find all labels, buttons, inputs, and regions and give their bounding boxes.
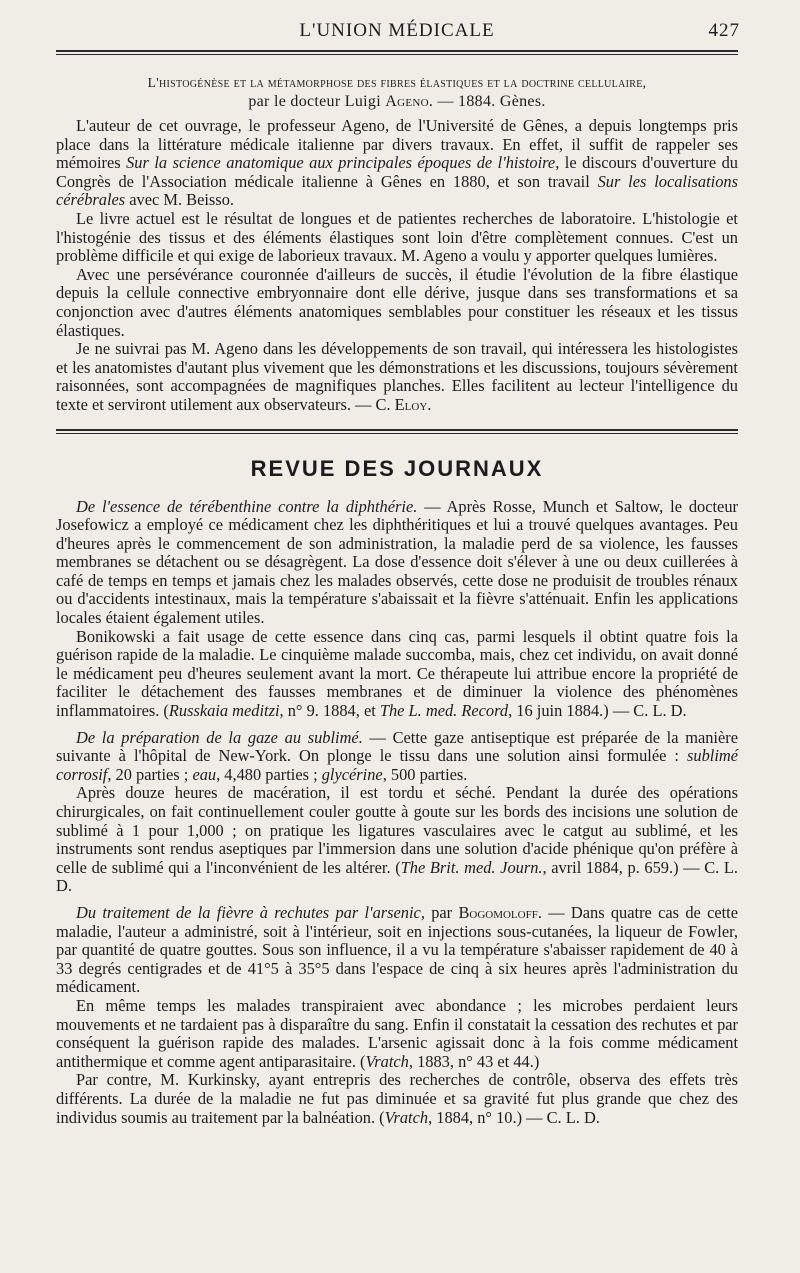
- page-number: 427: [708, 20, 740, 41]
- review-byline: par le docteur Luigi Ageno. — 1884. Gènes.: [248, 93, 546, 110]
- review-paragraph-3: Avec une persévérance couronnée d'ailleurs de succès, il étudie l'évolution de la fibre élastique depuis la cellule connective embryonnaire dont elle dérive, jusque dans ses transformations et sa conjonction avec d'autres éléments anatomiques semblables pour constituer les réseaux et les tissus élastiques.: [56, 264, 738, 340]
- review-paragraph-4: Je ne suivrai pas M. Ageno dans les développements de son travail, qui intéressera les histologistes et les anatomistes d'autant plus vivement que les démonstrations et les discussions, toujours sévèrement raisonnées, sont accompagnées de magnifiques planches. Elles facilitent au lecteur l'intelligence du texte et serviront utilement aux observateurs. — C. Eloy.: [56, 339, 738, 414]
- article-1-paragraph-1: De l'essence de térébenthine contre la diphthérie. — Après Rosse, Munch et Saltow, le docteur Josefowicz a employé ce médicament chez les diphthéritiques et lui a trouvé quelques avantages. Peu d'heures après le commencement de son administration, la maladie perd de sa violence, les fausses membranes se détachent ou se désagrègent. La dose d'essence doit s'élever à une ou deux cuillerées à café de temps en temps et jamais chez les malades observés, cette dose ne produisit de troubles rénaux ou d'accidents intestinaux, mais la température s'abaissait et la fièvre s'atténuait. Enfin les applications locales étaient également utiles.: [56, 496, 738, 628]
- article-3-paragraph-3: Par contre, M. Kurkinsky, ayant entrepris des recherches de contrôle, observa des effets très différents. La durée de la maladie ne fut pas diminuée et sa gravité fut plus grande que chez des individus soumis au traitement par la balnéation. (Vratch, 1884, n° 10.) — C. L. D.: [56, 1070, 738, 1127]
- section-title: REVUE DES JOURNAUX: [250, 455, 544, 481]
- section-separator: [56, 429, 738, 434]
- header-rule: [56, 50, 738, 55]
- article-2-paragraph-1: De la préparation de la gaze au sublimé. — Cette gaze antiseptique est préparée de la manière suivante à l'hôpital de New-York. On plonge le tissu dans une solution ainsi formulée : sublimé corrosif, 20 parties ; eau, 4,480 parties ; glycérine, 500 parties.: [56, 727, 738, 784]
- article-2-lead: De la préparation de la gaze au sublimé.: [76, 727, 363, 747]
- review-body: [56, 117, 738, 415]
- review-paragraph-2: Le livre actuel est le résultat de longues et de patientes recherches de laboratoire. L'histologie et l'histogénie des tissus et des éléments élastiques sont loin d'être complètement connues. C'est un problème difficile et qui exige de laborieux travaux. M. Ageno a voulu y apporter quelques lumières.: [56, 208, 738, 266]
- article-3-lead: Du traitement de la fièvre à rechutes par l'arsenic,: [76, 902, 425, 922]
- journal-title: L'UNION MÉDICALE: [299, 20, 495, 41]
- article-3-author: Bogomoloff: [458, 902, 538, 922]
- review-heading: [56, 73, 738, 111]
- review-title: L'histogénèse et la métamorphose des fibres élastiques et la doctrine cellulaire,: [147, 75, 647, 90]
- review-author: Ageno: [385, 93, 429, 110]
- article-gaze-sublime: [56, 729, 738, 896]
- article-1-lead: De l'essence de térébenthine contre la diphthérie.: [76, 496, 418, 516]
- article-terebenthine: [56, 498, 738, 721]
- review-paragraph-1: L'auteur de cet ouvrage, le professeur Ageno, de l'Université de Gênes, a depuis longtemps pris place dans la littérature médicale italienne par divers travaux. En effet, il suffit de rappeler ses mémoires Sur la science anatomique aux principales époques de l'histoire, le discours d'ouverture du Congrès de l'Association médicale italienne à Gênes en 1880, et son travail Sur les localisations cérébrales avec M. Beisso.: [56, 116, 738, 210]
- article-3-paragraph-1: Du traitement de la fièvre à rechutes par l'arsenic, par Bogomoloff. — Dans quatre cas de cette maladie, l'auteur a administré, soit à l'intérieur, soit en injections sous-cutanées, la liqueur de Fowler, par quantité de quatre gouttes. Sous son influence, il a vu la température s'abaisser rapidement de 40 à 33 degrés centigrades et de 41°5 à 35°5 dans l'espace de cinq à six heures après l'administration du médicament.: [56, 902, 739, 997]
- article-fievre-arsenic: [56, 904, 738, 1127]
- review-signature: Eloy: [394, 394, 428, 414]
- running-header: [56, 18, 738, 48]
- article-2-paragraph-2: Après douze heures de macération, il est tordu et séché. Pendant la durée des opérations chirurgicales, on fait continuellement couler goutte à goute sur les bords des incisions une solution de sublimé à 1 pour 1,000 ; on pratique les ligatures vasculaires avec le catgut au sublimé, et les instruments sont rendus aseptiques par l'immersion dans une solution d'acide phénique qu'on préfère à celle de sublimé qui a l'inconvénient de les altérer. (The Brit. med. Journ., avril 1884, p. 659.) — C. L. D.: [56, 783, 738, 896]
- article-1-paragraph-2: Bonikowski a fait usage de cette essence dans cinq cas, parmi lesquels il obtint quatre fois la guérison rapide de la maladie. Le cinquième malade succomba, mais, chez cet individu, on avait donné le médicament peu d'heures seulement avant la mort. Ce thérapeute lui attribue encore la propriété de faciliter le détachement des fausses membranes et de diminuer la violence des phénomènes inflammatoires. (Russkaia meditzi, n° 9. 1884, et The L. med. Record, 16 juin 1884.) — C. L. D.: [56, 626, 738, 721]
- article-3-paragraph-2: En même temps les malades transpiraient avec abondance ; les microbes perdaient leurs mouvements et ne tardaient pas à disparaître du sang. Enfin il constatait la cessation des rechutes et par conséquent la guérison rapide des malades. L'arsenic agissait donc à la fois comme médicament antithermique et comme agent antiparasitaire. (Vratch, 1883, n° 43 et 44.): [56, 995, 738, 1071]
